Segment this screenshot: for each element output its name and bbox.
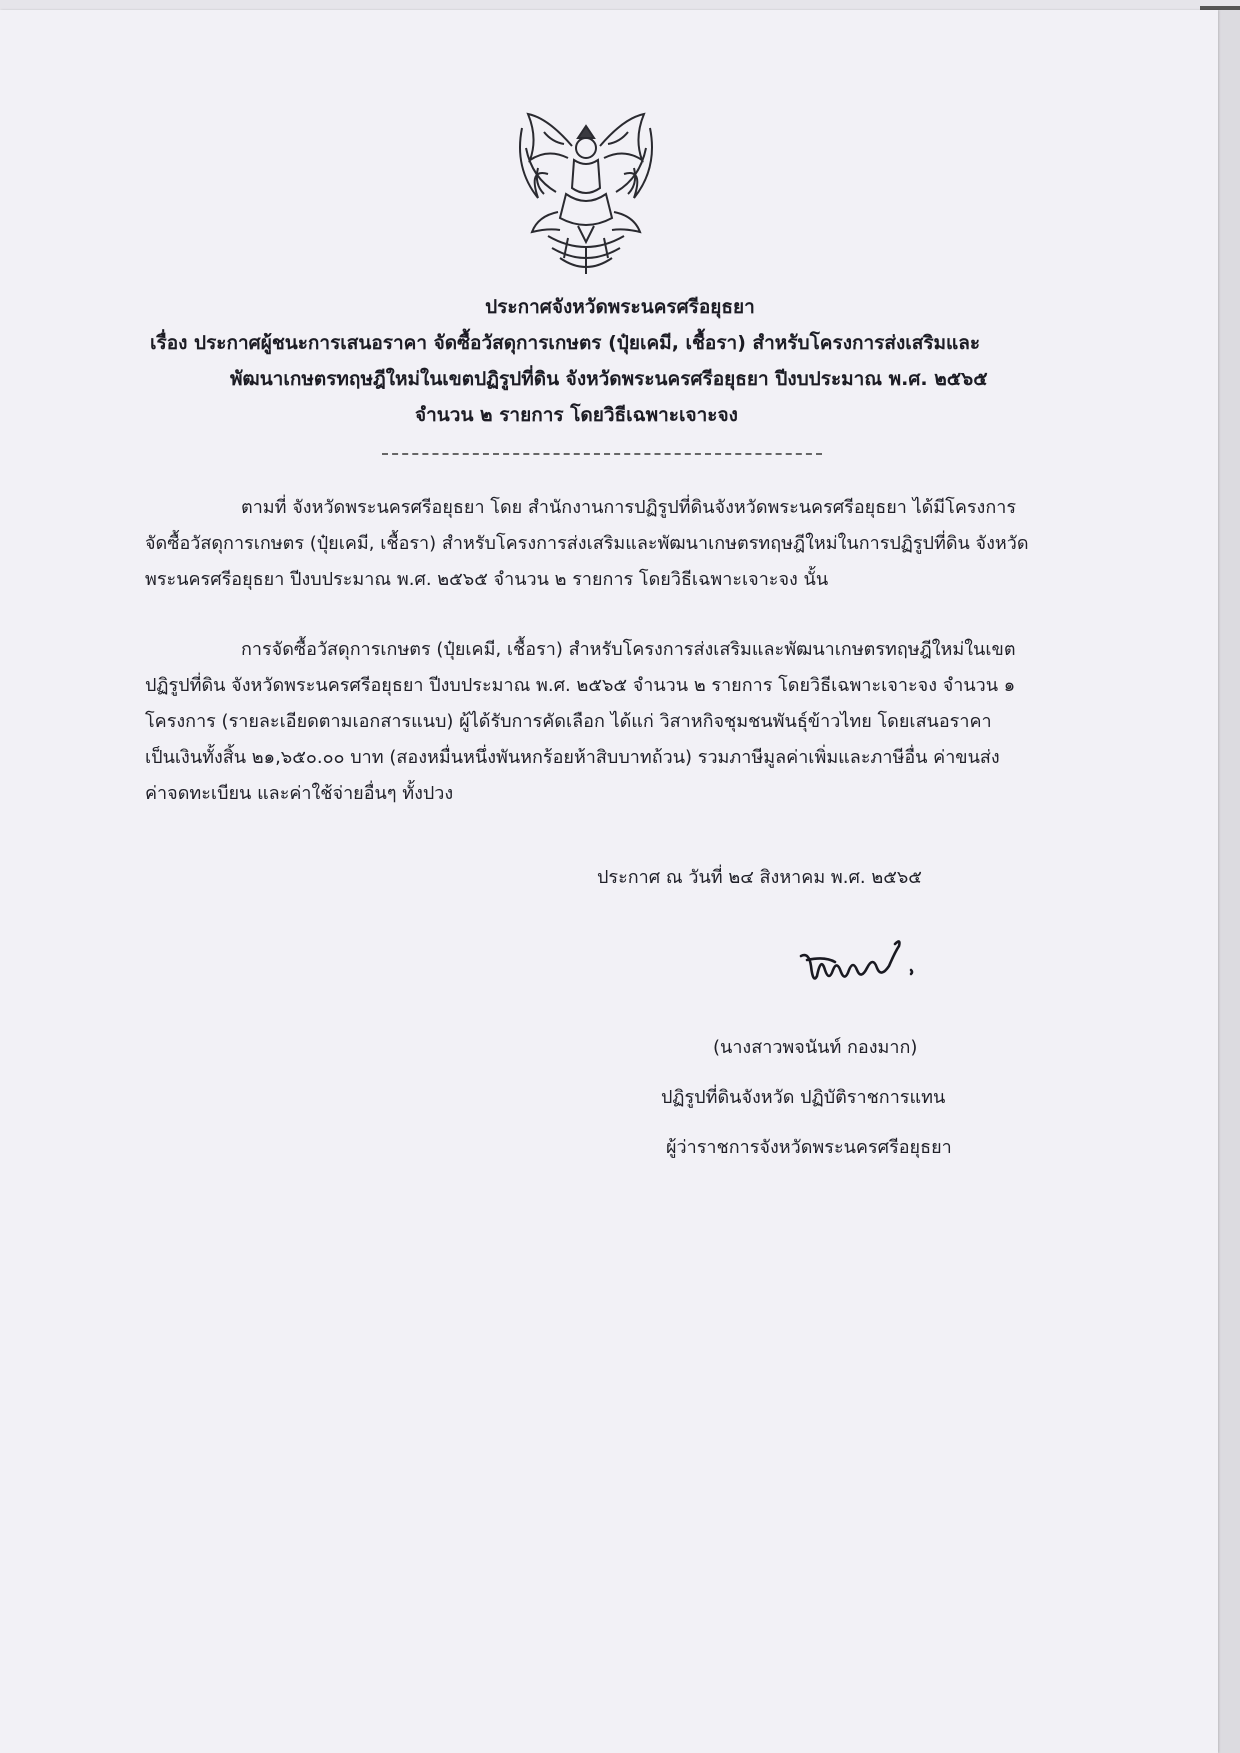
paragraph-1-line: พระนครศรีอยุธยา ปีงบประมาณ พ.ศ. ๒๕๖๕ จำนวน ๒ รายการ โดยวิธีเฉพาะเจาะจง นั้น [145,569,829,590]
subject-line-1: เรื่อง ประกาศผู้ชนะการเสนอราคา จัดซื้อวัสดุการเกษตร (ปุ๋ยเคมี, เชื้อรา) สำหรับโครงการส่งเสริมและ [150,332,981,354]
document-title: ประกาศจังหวัดพระนครศรีอยุธยา [485,296,755,318]
subject-line-3: จำนวน ๒ รายการ โดยวิธีเฉพาะเจาะจง [415,404,738,426]
dashed-divider [382,453,822,455]
handwritten-signature [795,926,935,996]
paragraph-1-line: จัดซื้อวัสดุการเกษตร (ปุ๋ยเคมี, เชื้อรา) สำหรับโครงการส่งเสริมและพัฒนาเกษตรทฤษฎีใหม่ในการปฏิรูปที่ดิน จังหวัด [145,533,1029,554]
paragraph-2-line: เป็นเงินทั้งสิ้น ๒๑,๖๕๐.๐๐ บาท (สองหมื่นหนึ่งพันหกร้อยห้าสิบบาทถ้วน) รวมภาษีมูลค่าเพิ่มและภาษีอื่น ค่าขนส่ง [145,747,1000,768]
garuda-emblem-icon [508,108,664,280]
paragraph-1 [145,490,1063,598]
paragraph-1-line: ตามที่ จังหวัดพระนครศรีอยุธยา โดย สำนักงานการปฏิรูปที่ดินจังหวัดพระนครศรีอยุธยา ได้มีโครงการ [241,497,1017,518]
paragraph-2-line: ปฏิรูปที่ดิน จังหวัดพระนครศรีอยุธยา ปีงบประมาณ พ.ศ. ๒๕๖๕ จำนวน ๒ รายการ โดยวิธีเฉพาะเจาะจง จำนวน ๑ [145,675,1016,696]
signer-position-1: ปฏิรูปที่ดินจังหวัด ปฏิบัติราชการแทน [661,1087,946,1108]
announcement-date: ประกาศ ณ วันที่ ๒๔ สิงหาคม พ.ศ. ๒๕๖๕ [597,867,922,888]
signer-name: (นางสาวพจนันท์ กองมาก) [713,1037,918,1058]
page-top-edge [0,0,1240,10]
signer-position-2: ผู้ว่าราชการจังหวัดพระนครศรีอยุธยา [666,1137,952,1158]
paragraph-2 [145,632,1063,812]
paragraph-2-line: การจัดซื้อวัสดุการเกษตร (ปุ๋ยเคมี, เชื้อรา) สำหรับโครงการส่งเสริมและพัฒนาเกษตรทฤษฎีใหม่ในเขต [241,639,1016,660]
paragraph-2-line: ค่าจดทะเบียน และค่าใช้จ่ายอื่นๆ ทั้งปวง [145,783,454,804]
document-subject [150,328,1110,426]
subject-line-2: พัฒนาเกษตรทฤษฎีใหม่ในเขตปฏิรูปที่ดิน จังหวัดพระนครศรีอยุธยา ปีงบประมาณ พ.ศ. ๒๕๖๕ [230,368,988,390]
paragraph-2-line: โครงการ (รายละเอียดตามเอกสารแนบ) ผู้ได้รับการคัดเลือก ได้แก่ วิสาหกิจชุมชนพันธุ์ข้าวไทย โดยเสนอราคา [145,711,992,732]
